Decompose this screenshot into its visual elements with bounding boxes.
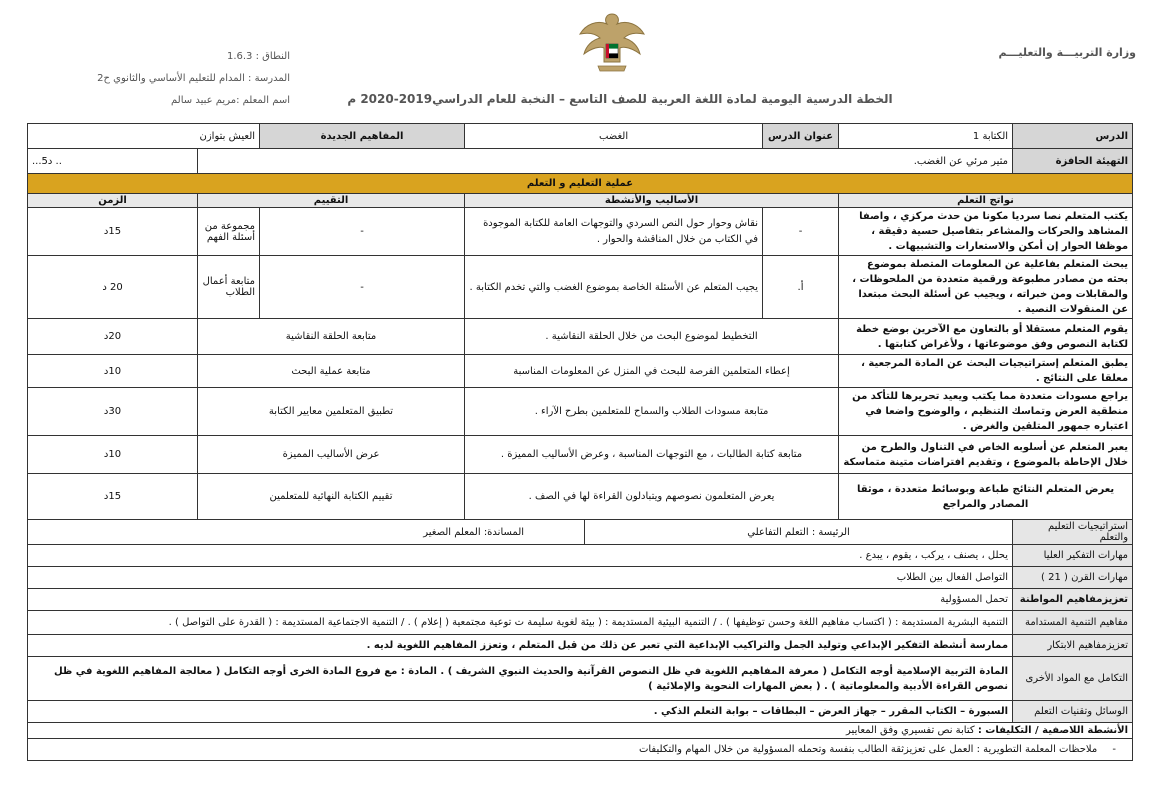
outcome-cell: يقوم المتعلم مستقلا أو بالتعاون مع الآخرين بوضع خطة لكتابة النصوص وفق موضوعاتها ، ولأغراض كتابتها . — [839, 319, 1133, 355]
strategies-row — [28, 520, 1133, 545]
outcome-cell: يكتب المتعلم نصا سرديا مكونا من حدث مركزي ، واصفا المشاهد والحركات والمشاعر بتفاصيل حسية دقيقة ، موظفا الحوار إن أمكن والاستعارات والتشبيهات . — [839, 208, 1133, 256]
process-row — [28, 436, 1133, 474]
integration-row — [28, 657, 1133, 701]
warmup-row — [28, 149, 1133, 174]
extracurricular-row — [28, 723, 1133, 739]
citizenship-value: تحمل المسؤولية — [28, 589, 1013, 611]
assessment-marker: - — [260, 256, 465, 319]
integration-label: التكامل مع المواد الأخرى — [1013, 657, 1133, 701]
assessment-marker: - — [260, 208, 465, 256]
assessment-cell: مجموعة من أسئلة الفهم — [198, 208, 260, 256]
process-title: عملية التعليم و التعلم — [28, 174, 1133, 194]
time-header: الزمن — [28, 194, 198, 208]
assessment-cell: متابعة أعمال الطلاب — [198, 256, 260, 319]
process-row — [28, 208, 1133, 256]
activity-cell: يجيب المتعلم عن الأسئلة الخاصة بموضوع الغضب والتي تخدم الكتابة . — [465, 256, 763, 319]
activity-marker: أ. — [763, 256, 839, 319]
strategy-main: الرئيسة : التعلم التفاعلي — [585, 520, 1013, 545]
assessment-cell: تطبيق المتعلمين معايير الكتابة — [198, 388, 465, 436]
notes-row — [28, 739, 1133, 761]
innovation-row — [28, 635, 1133, 657]
assessment-cell: تقييم الكتابة النهائية للمتعلمين — [198, 474, 465, 520]
assessment-cell: عرض الأساليب المميزة — [198, 436, 465, 474]
activity-cell: نقاش وحوار حول النص السردي والتوجهات العامة للكتابة الموجودة في الكتاب من خلال المناقشة والحوار . — [465, 208, 763, 256]
process-header-row — [28, 194, 1133, 208]
range-label: النطاق : 1.6.3 — [226, 51, 290, 62]
page-title: الخطة الدرسية اليومية لمادة اللغة العربية للصف التاسع – النخبة للعام الدراسي2019-2020 م — [347, 92, 893, 106]
warmup-time: .. د5... — [28, 149, 198, 174]
notes-value: ملاحظات المعلمة التطويرية : العمل على تعزيزثقة الطالب بنفسة وتحمله المسؤولية من خلال المهام والتكليفات — [638, 744, 1098, 755]
assessment-cell: متابعة عملية البحث — [198, 355, 465, 388]
tools-value: السبورة – الكتاب المقرر – جهاز العرض – البطاقات – بوابة التعلم الذكي . — [28, 701, 1013, 723]
lesson-title-value: الغضب — [465, 124, 763, 149]
time-cell: 20 د — [28, 256, 198, 319]
activities-header: الأساليب والأنشطة — [465, 194, 839, 208]
strategies-label: استراتيجيات التعليم والتعلم — [1013, 520, 1133, 545]
sustainability-label: مفاهيم التنمية المستدامة — [1013, 611, 1133, 635]
higher-skills-row — [28, 545, 1133, 567]
higher-skills-value: يحلل ، يصنف ، يركب ، يقوم ، يبدع . — [28, 545, 1013, 567]
skills21-label: مهارات القرن ( 21 ) — [1013, 567, 1133, 589]
tools-row — [28, 701, 1133, 723]
activity-cell: متابعة مسودات الطلاب والسماح للمتعلمين بطرح الآراء . — [465, 388, 839, 436]
warmup-value: مثير مرئي عن الغضب. — [198, 149, 1013, 174]
process-row — [28, 355, 1133, 388]
strategy-support: المساندة: المعلم الصغير — [28, 520, 585, 545]
concepts-label: المفاهيم الجديدة — [260, 124, 465, 149]
activity-cell: إعطاء المتعلمين الفرصة للبحث في المنزل عن المعلومات المناسبة — [465, 355, 839, 388]
innovation-value: ممارسة أنشطة التفكير الإبداعي وتوليد الجمل والتراكيب الإبداعية التي تعبر عن ذلك من قبل المتعلم ، وتعزز المفاهيم اللغوية لديه . — [28, 635, 1013, 657]
citizenship-label: تعزيزمفاهيم المواطنة — [1013, 589, 1133, 611]
time-cell: 15د — [28, 474, 198, 520]
time-cell: 15د — [28, 208, 198, 256]
assessment-header: التقييم — [198, 194, 465, 208]
process-title-row — [28, 174, 1133, 194]
extracurricular-cell — [28, 723, 1133, 739]
time-cell: 30د — [28, 388, 198, 436]
outcome-cell: يعرض المتعلم النتائج طباعة وبوسائط متعددة ، موثقا المصادر والمراجع — [839, 474, 1133, 520]
emblem-icon — [572, 8, 652, 76]
outcome-cell: يعبر المتعلم عن أسلوبه الخاص في التناول والطرح من خلال الإحاطة بالموضوع ، وتقديم افتراضات متينة متماسكة — [839, 436, 1133, 474]
ministry-name: وزارة التربيـــة والتعليـــم — [998, 46, 1136, 59]
sustainability-row — [28, 611, 1133, 635]
lesson-value: الكتابة 1 — [839, 124, 1013, 149]
notes-marker: - — [1112, 744, 1117, 755]
outcome-cell: يراجع مسودات متعددة مما يكتب ويعيد تحريرها للتأكد من منطقية العرض وتماسك التنظيم ، والوضوح واضعا في اعتباره جمهور المتلقين والغرض . — [839, 388, 1133, 436]
activity-marker: - — [763, 208, 839, 256]
outcome-cell: يطبق المتعلم إستراتيجيات البحث عن المادة المرجعية ، معلقا على النتائج . — [839, 355, 1133, 388]
outcomes-header: نواتج التعلم — [839, 194, 1133, 208]
process-row — [28, 388, 1133, 436]
notes-cell — [28, 739, 1133, 761]
tools-label: الوسائل وتقنيات التعلم — [1013, 701, 1133, 723]
process-row — [28, 256, 1133, 319]
innovation-label: تعزيزمفاهيم الابتكار — [1013, 635, 1133, 657]
skills21-row — [28, 567, 1133, 589]
process-row — [28, 319, 1133, 355]
skills21-value: التواصل الفعال بين الطلاب — [28, 567, 1013, 589]
citizenship-row — [28, 589, 1133, 611]
teacher-label: اسم المعلم :مريم عبيد سالم — [171, 95, 290, 106]
activity-cell: متابعة كتابة الطالبات ، مع التوجهات المناسبة ، وعرض الأساليب المميزة . — [465, 436, 839, 474]
process-row — [28, 474, 1133, 520]
outcome-cell: يبحث المتعلم بفاعلية عن المعلومات المتصلة بموضوع بحثه من مصادر مطبوعة ورقمية متعددة من الملحوظات ، والمقابلات ومن خبراته ، ويجيب عن أسئلة البحث مبتعدا عن المنقولات النصية . — [839, 256, 1133, 319]
header-info — [90, 46, 290, 112]
activity-cell: يعرض المتعلمون نصوصهم ويتبادلون القراءة لها في الصف . — [465, 474, 839, 520]
time-cell: 10د — [28, 355, 198, 388]
concepts-value: العيش بتوازن — [28, 124, 260, 149]
higher-skills-label: مهارات التفكير العليا — [1013, 545, 1133, 567]
assessment-cell: متابعة الحلقة النقاشية — [198, 319, 465, 355]
lesson-title-label: عنوان الدرس — [763, 124, 839, 149]
time-cell: 20د — [28, 319, 198, 355]
integration-value: المادة التربية الإسلامية أوجه التكامل ( معرفة المفاهيم اللغوية في ظل النصوص القرآنية والحديث النبوي الشريف ) . المادة : مع فروع المادة الخرى أوجه التكامل ( معالجة المفاهيم اللغوية في ظل نصوص القراءة الأدبية والمعلوماتية ) . ( بعض المهارات النحوية والإملائية ) — [28, 657, 1013, 701]
sustainability-value: التنمية البشرية المستديمة : ( اكتساب مفاهيم اللغة وحسن توظيفها ) . / التنمية البيئية المستديمة : ( بيئة لغوية سليمة ت توعية مجتمعية ( إعلام ) . / التنمية الاجتماعية المستديمة : ( القدرة على التواصل ) . — [28, 611, 1013, 635]
lesson-plan-table — [27, 123, 1133, 761]
extracurricular-value: كتابة نص تفسيري وفق المعايير — [846, 725, 975, 736]
lesson-row — [28, 124, 1133, 149]
activity-cell: التخطيط لموضوع البحث من خلال الحلقة النقاشية . — [465, 319, 839, 355]
time-cell: 10د — [28, 436, 198, 474]
extracurricular-label: الأنشطة اللاصفية / التكليفات : — [977, 725, 1129, 736]
warmup-label: التهيئة الحافزة — [1013, 149, 1133, 174]
school-label: المدرسة : المدام للتعليم الأساسي والثانوي ح2 — [97, 73, 290, 84]
lesson-label: الدرس — [1013, 124, 1133, 149]
